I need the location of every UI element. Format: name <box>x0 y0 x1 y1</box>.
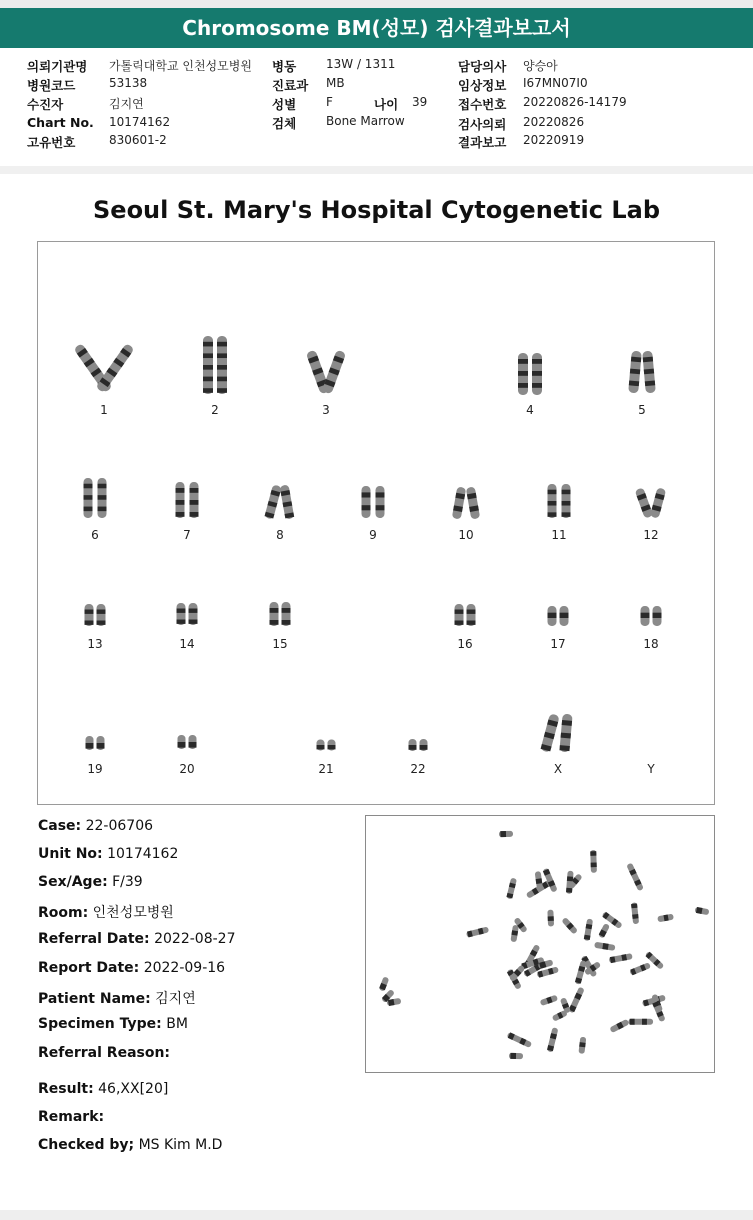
chromosome-pair-7-a <box>176 482 185 518</box>
field-room-value: 인천성모병원 <box>92 905 174 921</box>
metaphase-chromosome <box>609 953 633 963</box>
field-case-value: 22-06706 <box>85 818 154 834</box>
metaphase-chromosome <box>598 923 610 939</box>
info-value-clinical-info: I67MN07I0 <box>523 76 588 90</box>
info-label-chart-no: Chart No. <box>27 115 94 130</box>
field-room <box>38 902 174 922</box>
metaphase-chromosome <box>584 919 593 942</box>
metaphase-chromosome <box>590 850 597 873</box>
chromosome-label-14: 14 <box>179 637 195 651</box>
field-referral-reason-label: Referral Reason: <box>38 1045 171 1061</box>
info-value-chart-no: 10174162 <box>109 115 171 129</box>
chromosome-label-16: 16 <box>457 637 473 651</box>
info-value-specimen: Bone Marrow <box>326 114 405 128</box>
info-label-physician: 담당의사 <box>458 59 507 74</box>
field-sex-age-value: F/39 <box>112 874 143 890</box>
info-value-institution: 가톨릭대학교 인천성모병원 <box>109 59 252 73</box>
field-checked-by-value: MS Kim M.D <box>138 1137 223 1153</box>
chromosome-pair-9-b <box>376 486 385 518</box>
chromosome-pair-4-b <box>532 353 542 395</box>
chromosome-label-5: 5 <box>638 403 646 417</box>
field-checked-by-label: Checked by; <box>38 1137 135 1153</box>
chromosome-pair-13-b <box>97 604 106 626</box>
info-label-institution: 의뢰기관명 <box>27 59 88 74</box>
info-value-hospital-code: 53138 <box>109 76 148 90</box>
info-label-receipt-no: 접수번호 <box>458 97 507 112</box>
chromosome-label-4: 4 <box>526 403 534 417</box>
section-divider <box>0 166 753 174</box>
metaphase-chromosome <box>575 960 587 985</box>
metaphase-image <box>366 816 714 1072</box>
chromosome-label-15: 15 <box>272 637 288 651</box>
chromosome-label-2: 2 <box>211 403 219 417</box>
chromosome-label-20: 20 <box>179 762 195 776</box>
metaphase-chromosome <box>499 831 513 837</box>
chromosome-pair-13-a <box>85 604 94 626</box>
chromosome-label-6: 6 <box>91 528 99 542</box>
chromosome-pair-14-b <box>189 603 198 625</box>
chromosome-label-1: 1 <box>100 403 108 417</box>
field-room-label: Room: <box>38 905 89 921</box>
metaphase-chromosome <box>540 995 558 1006</box>
field-remark <box>38 1109 104 1125</box>
chromosome-label-12: 12 <box>643 528 659 542</box>
karyotype-panel <box>37 241 715 805</box>
chromosome-label-21: 21 <box>318 762 334 776</box>
metaphase-chromosome <box>695 907 710 916</box>
chromosome-pair-15-b <box>282 602 291 626</box>
chromosome-pair-2-a <box>203 336 213 394</box>
bottom-stripe <box>0 1210 753 1220</box>
chromosome-label-y: Y <box>647 762 655 776</box>
info-label-result-date: 결과보고 <box>458 135 507 150</box>
chromosome-pair-10-b <box>466 486 480 519</box>
info-label-patient: 수진자 <box>27 97 64 112</box>
chromosome-pair-18-b <box>653 606 662 626</box>
metaphase-chromosome <box>609 1019 629 1033</box>
info-label-ward: 병동 <box>272 59 297 74</box>
top-stripe <box>0 0 753 8</box>
metaphase-chromosome <box>547 1027 559 1052</box>
chromosome-label-3: 3 <box>322 403 330 417</box>
metaphase-chromosome <box>560 997 571 1013</box>
info-value-sex: F <box>326 95 333 109</box>
chromosome-label-22: 22 <box>410 762 426 776</box>
field-patient-name-value: 김지연 <box>155 991 196 1007</box>
field-result <box>38 1081 168 1097</box>
field-case <box>38 818 153 834</box>
chromosome-pair-12-a <box>635 487 654 518</box>
chromosome-pair-22-a <box>409 739 417 751</box>
chromosome-label-x: X <box>553 762 563 776</box>
field-report-date-value: 2022-09-16 <box>143 960 226 976</box>
metaphase-chromosome <box>629 962 651 975</box>
info-label-sex: 성별 <box>272 97 297 112</box>
info-label-clinical-info: 임상정보 <box>458 78 507 93</box>
field-specimen-type-value: BM <box>166 1016 188 1032</box>
chromosome-pair-x-b <box>559 714 572 753</box>
field-referral-date-value: 2022-08-27 <box>154 931 236 947</box>
chromosome-pair-3-b <box>322 350 346 395</box>
chromosome-pair-8-a <box>264 484 281 519</box>
field-specimen-type <box>38 1016 188 1032</box>
metaphase-chromosome <box>594 942 615 951</box>
metaphase-chromosome <box>631 902 639 924</box>
field-sex-age <box>38 874 143 890</box>
chromosome-pair-1-b <box>95 343 134 393</box>
chromosome-pair-11-a <box>548 484 557 518</box>
chromosome-pair-x-a <box>540 713 559 752</box>
field-remark-label: Remark: <box>38 1109 105 1125</box>
metaphase-chromosome <box>547 910 554 927</box>
chromosome-pair-6-b <box>98 478 107 518</box>
chromosome-label-11: 11 <box>551 528 567 542</box>
lab-title: Seoul St. Mary's Hospital Cytogenetic Lab <box>93 196 660 224</box>
metaphase-chromosome <box>566 871 574 894</box>
metaphase-chromosome <box>466 926 489 937</box>
chromosome-pair-15-a <box>270 602 279 626</box>
chromosome-label-19: 19 <box>87 762 103 776</box>
metaphase-chromosome <box>379 976 390 991</box>
metaphase-chromosome <box>578 1037 586 1054</box>
field-checked-by <box>38 1137 222 1153</box>
chromosome-pair-20-b <box>189 735 197 749</box>
metaphase-chromosome <box>628 1019 653 1025</box>
chromosome-pair-19-a <box>86 736 94 750</box>
info-value-patient: 김지연 <box>109 97 144 111</box>
chromosome-pair-17-a <box>548 606 557 626</box>
chromosome-pair-9-a <box>362 486 371 518</box>
chromosome-pair-11-b <box>562 484 571 518</box>
chromosome-pair-8-b <box>280 484 295 519</box>
chromosome-label-10: 10 <box>458 528 474 542</box>
info-value-department: MB <box>326 76 345 90</box>
chromosome-label-8: 8 <box>276 528 284 542</box>
field-patient-name <box>38 988 196 1008</box>
chromosome-pair-16-b <box>467 604 476 626</box>
field-patient-name-label: Patient Name: <box>38 991 151 1007</box>
metaphase-panel <box>365 815 715 1073</box>
chromosome-pair-20-a <box>178 735 186 749</box>
chromosome-pair-21-a <box>317 740 325 751</box>
field-unit-no-label: Unit No: <box>38 846 103 862</box>
field-specimen-type-label: Specimen Type: <box>38 1016 162 1032</box>
metaphase-chromosome <box>507 1032 533 1048</box>
field-result-label: Result: <box>38 1081 94 1097</box>
info-value-request-date: 20220826 <box>523 115 585 129</box>
chromosome-label-9: 9 <box>369 528 377 542</box>
metaphase-chromosome <box>509 1053 523 1059</box>
karyotype-image <box>38 242 714 804</box>
info-value-ward: 13W / 1311 <box>326 57 396 71</box>
info-label-hospital-code: 병원코드 <box>27 78 76 93</box>
report-header-title: Chromosome BM(성모) 검사결과보고서 <box>0 8 753 48</box>
metaphase-chromosome <box>506 878 517 900</box>
chromosome-pair-4-a <box>518 353 528 395</box>
chromosome-pair-16-a <box>455 604 464 626</box>
chromosome-pair-17-b <box>560 606 569 626</box>
metaphase-chromosome <box>657 914 674 923</box>
chromosome-pair-22-b <box>420 739 428 751</box>
chromosome-pair-19-b <box>97 736 105 750</box>
info-value-result-date: 20220919 <box>523 133 585 147</box>
metaphase-chromosome <box>568 987 585 1014</box>
chromosome-label-13: 13 <box>87 637 103 651</box>
info-value-receipt-no: 20220826-14179 <box>523 95 627 109</box>
chromosome-label-7: 7 <box>183 528 191 542</box>
info-label-request-date: 검사의뢰 <box>458 117 507 132</box>
field-unit-no-value: 10174162 <box>107 846 179 862</box>
chromosome-pair-18-a <box>641 606 650 626</box>
field-referral-reason <box>38 1045 170 1061</box>
chromosome-pair-21-b <box>328 740 336 751</box>
chromosome-pair-10-a <box>452 486 466 519</box>
info-value-age: 39 <box>412 95 428 109</box>
info-label-unique-no: 고유번호 <box>27 135 76 150</box>
field-report-date-label: Report Date: <box>38 960 140 976</box>
chromosome-pair-5-b <box>642 351 656 394</box>
info-label-specimen: 검체 <box>272 116 297 131</box>
chromosome-label-17: 17 <box>550 637 566 651</box>
chromosome-pair-7-b <box>190 482 199 518</box>
metaphase-chromosome <box>535 871 543 890</box>
field-referral-date <box>38 931 235 947</box>
field-referral-date-label: Referral Date: <box>38 931 150 947</box>
metaphase-chromosome <box>561 917 578 935</box>
chromosome-pair-2-b <box>217 336 227 394</box>
field-unit-no <box>38 846 178 862</box>
info-value-physician: 양승아 <box>523 59 558 73</box>
chromosome-pair-12-b <box>650 487 666 518</box>
info-value-unique-no: 830601-2 <box>109 133 167 147</box>
field-report-date <box>38 960 225 976</box>
info-label-department: 진료과 <box>272 78 309 93</box>
field-sex-age-label: Sex/Age: <box>38 874 108 890</box>
field-case-label: Case: <box>38 818 82 834</box>
metaphase-chromosome <box>626 863 644 892</box>
chromosome-label-18: 18 <box>643 637 659 651</box>
chromosome-pair-5-a <box>628 351 642 394</box>
chromosome-pair-6-a <box>84 478 93 518</box>
metaphase-chromosome <box>510 925 519 943</box>
info-label-age: 나이 <box>374 97 399 112</box>
field-result-value: 46,XX[20] <box>98 1081 169 1097</box>
chromosome-pair-14-a <box>177 603 186 625</box>
patient-info-panel <box>0 48 753 167</box>
